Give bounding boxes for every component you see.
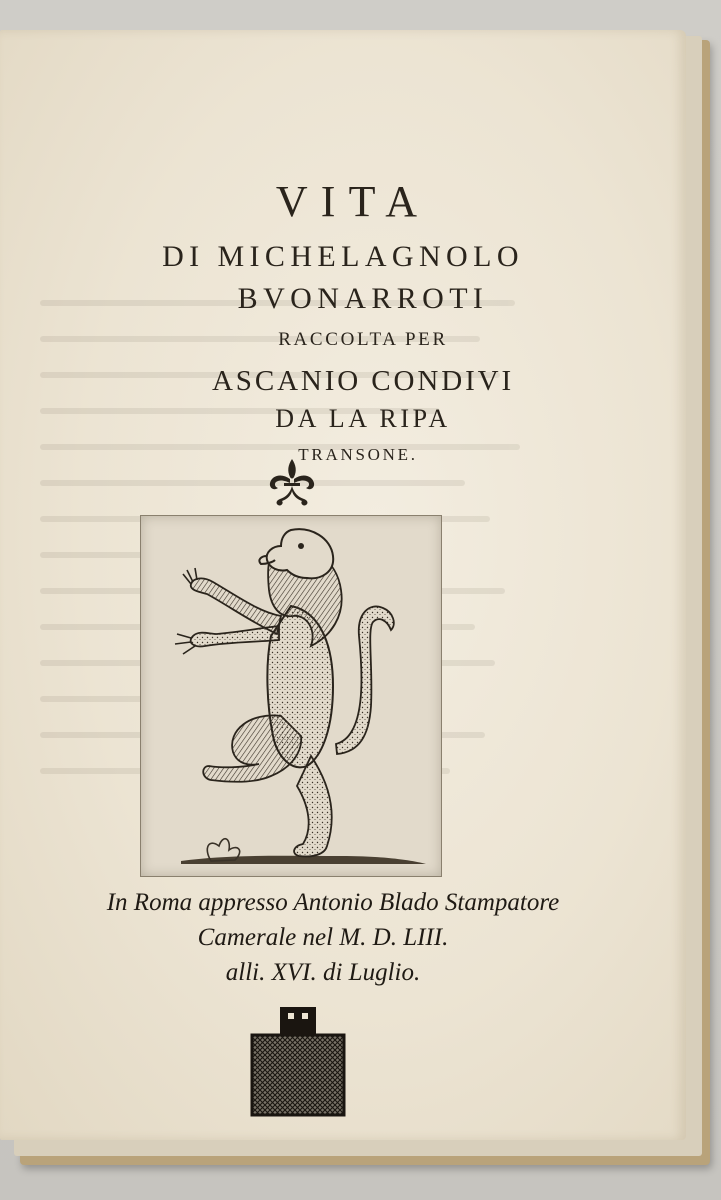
fleur-de-lis-icon [262, 455, 322, 515]
imprint-line-3: alli. XVI. di Luglio. [225, 959, 421, 986]
origin-line-2: TRANSONE. [298, 445, 418, 464]
imprint-line-1: In Roma appresso Antonio Blado Stampatore [106, 889, 560, 916]
collected-by-line: RACCOLTA PER [278, 329, 448, 350]
printer-device-icon [250, 1005, 346, 1117]
book-title: VITA [275, 177, 431, 226]
subject-line-2: BVONARROTI [237, 282, 489, 315]
title-block [0, 177, 686, 464]
author-name: ASCANIO CONDIVI [211, 365, 515, 397]
imprint-line-2: Camerale nel M. D. LIII. [197, 924, 449, 951]
imprint-block [0, 885, 686, 990]
subject-line-1: DI MICHELAGNOLO [162, 240, 524, 273]
origin-line-1: DA LA RIPA [275, 404, 451, 433]
rampant-lion-icon [140, 515, 442, 877]
